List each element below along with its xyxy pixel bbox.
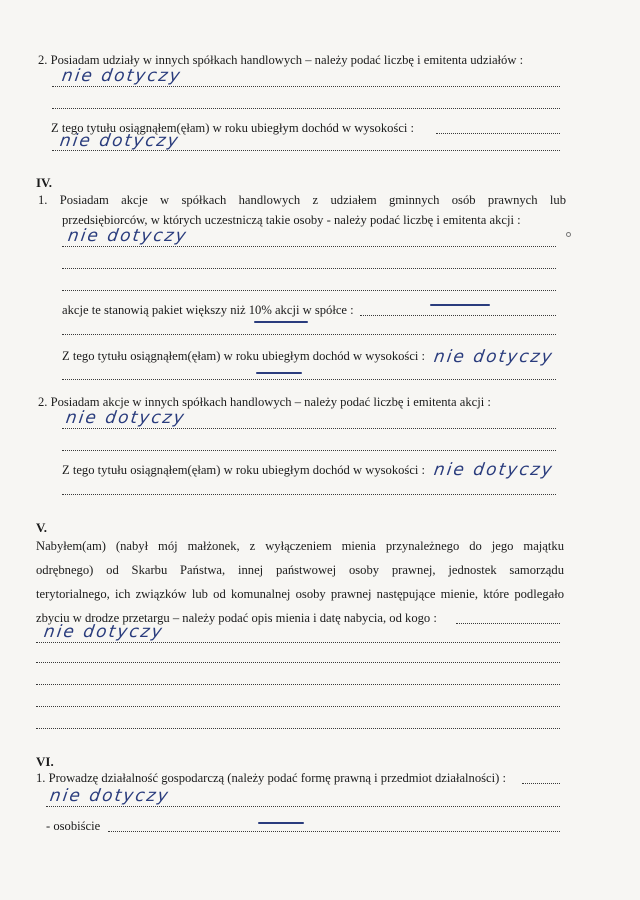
answer-line [522,783,560,784]
handwritten-answer: nie dotyczy [66,226,190,246]
answer-line [62,379,556,380]
answer-line [62,334,556,335]
s4-item2-line1: 2. Posiadam akcje w innych spółkach handlowych – należy podać liczbę i emitenta akcji : [38,395,491,409]
s4-item1-line1: 1. Posiadam akcje w spółkach handlowych z udziałem gminnych osób prawnych lub [38,193,566,207]
s5-line4: zbyciu w drodze przetargu – należy podać opis mienia i datę nabycia, od kogo : [36,611,437,625]
answer-line [62,450,556,451]
s4-income2-label: Z tego tytułu osiągnąłem(ęłam) w roku ubiegłym dochód w wysokości : [62,463,426,477]
handwritten-answer: nie dotyczy [48,786,172,806]
answer-line [62,246,556,247]
handwritten-answer: nie dotyczy [58,131,182,151]
s6-personal-label: - osobiście [46,819,101,833]
handwritten-answer: nie dotyczy [42,622,166,642]
answer-line [52,86,560,87]
handwritten-answer: nie dotyczy [64,408,188,428]
s4-income1-label: Z tego tytułu osiągnąłem(ęłam) w roku ubiegłym dochód w wysokości : [62,349,426,363]
answer-line [62,268,556,269]
s5-line2: odrębnego) od Skarbu Państwa, innej państwowej osoby prawnej, jednostek samorządu [36,563,564,577]
answer-line [62,428,556,429]
s5-line1: Nabyłem(am) (nabył mój małżonek, z wyłączeniem mienia przynależnego do jego majątku [36,539,564,553]
answer-line [46,806,560,807]
answer-line [36,662,560,663]
s6-line1: 1. Prowadzę działalność gospodarczą (należy podać formę prawną i przedmiot działalności) : [36,771,506,785]
answer-line [62,290,556,291]
answer-line [108,831,560,832]
underline-mark [254,321,308,323]
handwritten-answer: nie dotyczy [432,347,556,367]
degree-mark [566,232,571,237]
section-heading: VI. [36,754,54,769]
answer-line [62,494,556,495]
answer-line [36,642,560,643]
s3-item2-line1: 2. Posiadam udziały w innych spółkach handlowych – należy podać liczbę i emitenta udziałów : [38,53,524,67]
answer-line [436,133,560,134]
answer-line [36,706,560,707]
section-heading: IV. [36,175,53,190]
dash-mark [256,372,302,374]
section-heading: V. [36,520,47,535]
answer-line [36,728,560,729]
dash-mark [258,822,304,824]
s4-package-label: akcje te stanowią pakiet większy niż 10% akcji w spółce : [62,303,354,317]
s3-income-label: Z tego tytułu osiągnąłem(ęłam) w roku ubiegłym dochód w wysokości : [51,121,415,135]
s5-line3: terytorialnego, ich związków lub od komunalnej osoby prawnej następujące mienie, które podlegało [36,587,564,601]
answer-line [360,315,556,316]
answer-line [456,623,560,624]
s4-item1-line2: przedsiębiorców, w których uczestniczą takie osoby - należy podać liczbę i emitenta akcji : [62,213,521,227]
answer-line [36,684,560,685]
dash-mark [430,304,490,306]
handwritten-answer: nie dotyczy [60,66,184,86]
answer-line [52,108,560,109]
handwritten-answer: nie dotyczy [432,460,556,480]
